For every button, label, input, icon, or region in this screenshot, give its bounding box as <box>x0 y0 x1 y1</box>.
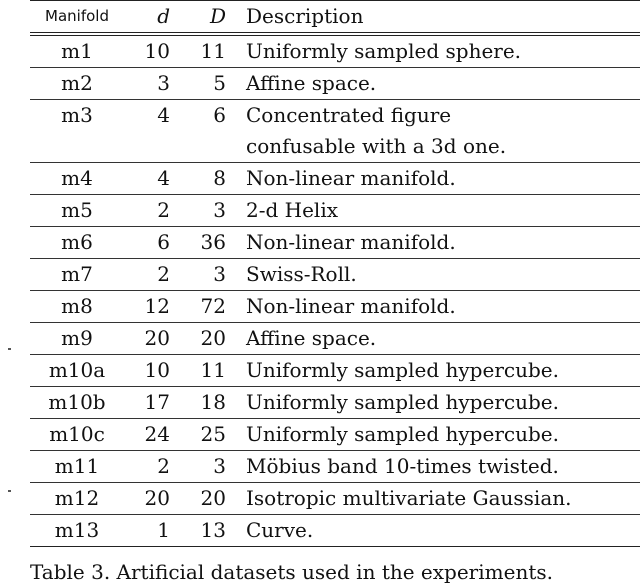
table-row <box>30 387 640 419</box>
table-row <box>30 227 640 259</box>
cell-ambient-dimension: 6 <box>213 103 226 127</box>
cell-ambient-dimension: 11 <box>200 358 226 382</box>
cell-intrinsic-dimension: 6 <box>157 230 170 254</box>
table-row <box>30 68 640 100</box>
cell-ambient-dimension: 36 <box>200 230 226 254</box>
table-row <box>30 163 640 195</box>
table-row <box>30 515 640 547</box>
cell-description <box>238 163 640 195</box>
cell-intrinsic-dimension: 10 <box>144 39 170 63</box>
cell-ambient-dimension: 25 <box>200 422 226 446</box>
cell-intrinsic-dimension: 12 <box>144 294 170 318</box>
table-row <box>30 419 640 451</box>
cell-intrinsic-dimension: 2 <box>157 454 170 478</box>
cell-ambient-dimension: 8 <box>213 166 226 190</box>
cell-manifold: m13 <box>54 518 100 542</box>
cell-intrinsic-dimension: 2 <box>157 262 170 286</box>
cell-manifold: m3 <box>61 103 93 127</box>
cell-ambient-dimension: 72 <box>200 294 226 318</box>
description-line: 2-d Helix <box>246 198 338 222</box>
description-line: confusable with a 3d one. <box>246 134 507 158</box>
cell-description <box>238 34 640 68</box>
description-line: Uniformly sampled hypercube. <box>246 422 559 446</box>
table-row <box>30 323 640 355</box>
cell-manifold: m8 <box>61 294 93 318</box>
table-row <box>30 291 640 323</box>
cell-description <box>238 483 640 515</box>
description-line: Affine space. <box>246 326 377 350</box>
cell-description <box>238 387 640 419</box>
cell-manifold: m11 <box>54 454 100 478</box>
cell-description <box>238 515 640 547</box>
cell-intrinsic-dimension: 4 <box>157 103 170 127</box>
table-row <box>30 100 640 163</box>
header-manifold: Manifold <box>45 7 109 25</box>
cell-ambient-dimension: 20 <box>200 486 226 510</box>
header-ambient-dimension: D <box>209 4 226 28</box>
cell-manifold: m5 <box>61 198 93 222</box>
cell-description <box>238 451 640 483</box>
cell-description <box>238 195 640 227</box>
table-header-row <box>30 1 640 35</box>
table-caption: Table 3. Artificial datasets used in the experiments. <box>30 560 553 584</box>
description-line: Non-linear manifold. <box>246 230 456 254</box>
description-line: Möbius band 10-times twisted. <box>246 454 559 478</box>
table-row <box>30 259 640 291</box>
cell-intrinsic-dimension: 4 <box>157 166 170 190</box>
cell-ambient-dimension: 5 <box>213 71 226 95</box>
cell-description <box>238 259 640 291</box>
cell-description <box>238 355 640 387</box>
cell-ambient-dimension: 3 <box>213 262 226 286</box>
description-line: Uniformly sampled hypercube. <box>246 390 559 414</box>
description-line: Isotropic multivariate Gaussian. <box>246 486 572 510</box>
cell-description <box>238 68 640 100</box>
cell-manifold: m7 <box>61 262 93 286</box>
cell-ambient-dimension: 3 <box>213 454 226 478</box>
description-line: Non-linear manifold. <box>246 294 456 318</box>
cell-description <box>238 227 640 259</box>
table-row <box>30 451 640 483</box>
cell-intrinsic-dimension: 20 <box>144 486 170 510</box>
cell-manifold: m10b <box>48 390 106 414</box>
cell-description <box>238 291 640 323</box>
margin-mark <box>8 348 11 350</box>
cell-ambient-dimension: 18 <box>200 390 226 414</box>
cell-manifold: m9 <box>61 326 93 350</box>
table-row <box>30 34 640 68</box>
description-line: Swiss-Roll. <box>246 262 357 286</box>
description-line: Non-linear manifold. <box>246 166 456 190</box>
table-body <box>30 34 640 547</box>
header-intrinsic-dimension: d <box>157 4 170 28</box>
cell-manifold: m2 <box>61 71 93 95</box>
cell-intrinsic-dimension: 24 <box>144 422 170 446</box>
cell-manifold: m12 <box>54 486 100 510</box>
table-row <box>30 195 640 227</box>
table-row <box>30 355 640 387</box>
cell-intrinsic-dimension: 3 <box>157 71 170 95</box>
description-line: Uniformly sampled hypercube. <box>246 358 559 382</box>
table-row <box>30 483 640 515</box>
cell-manifold: m4 <box>61 166 93 190</box>
header-description: Description <box>246 4 364 28</box>
cell-description <box>238 100 640 163</box>
manifold-table-container <box>30 0 640 547</box>
cell-manifold: m1 <box>61 39 93 63</box>
cell-manifold: m6 <box>61 230 93 254</box>
margin-mark <box>8 490 11 492</box>
cell-ambient-dimension: 11 <box>200 39 226 63</box>
description-line: Affine space. <box>246 71 377 95</box>
cell-intrinsic-dimension: 20 <box>144 326 170 350</box>
cell-intrinsic-dimension: 1 <box>157 518 170 542</box>
cell-ambient-dimension: 3 <box>213 198 226 222</box>
cell-intrinsic-dimension: 10 <box>144 358 170 382</box>
description-line: Curve. <box>246 518 314 542</box>
cell-description <box>238 419 640 451</box>
cell-manifold: m10a <box>48 358 106 382</box>
cell-intrinsic-dimension: 17 <box>144 390 170 414</box>
cell-intrinsic-dimension: 2 <box>157 198 170 222</box>
cell-ambient-dimension: 13 <box>200 518 226 542</box>
cell-manifold: m10c <box>49 422 105 446</box>
description-line: Concentrated figure <box>246 103 452 127</box>
description-line: Uniformly sampled sphere. <box>246 39 522 63</box>
manifold-table <box>30 0 640 547</box>
cell-description <box>238 323 640 355</box>
cell-ambient-dimension: 20 <box>200 326 226 350</box>
